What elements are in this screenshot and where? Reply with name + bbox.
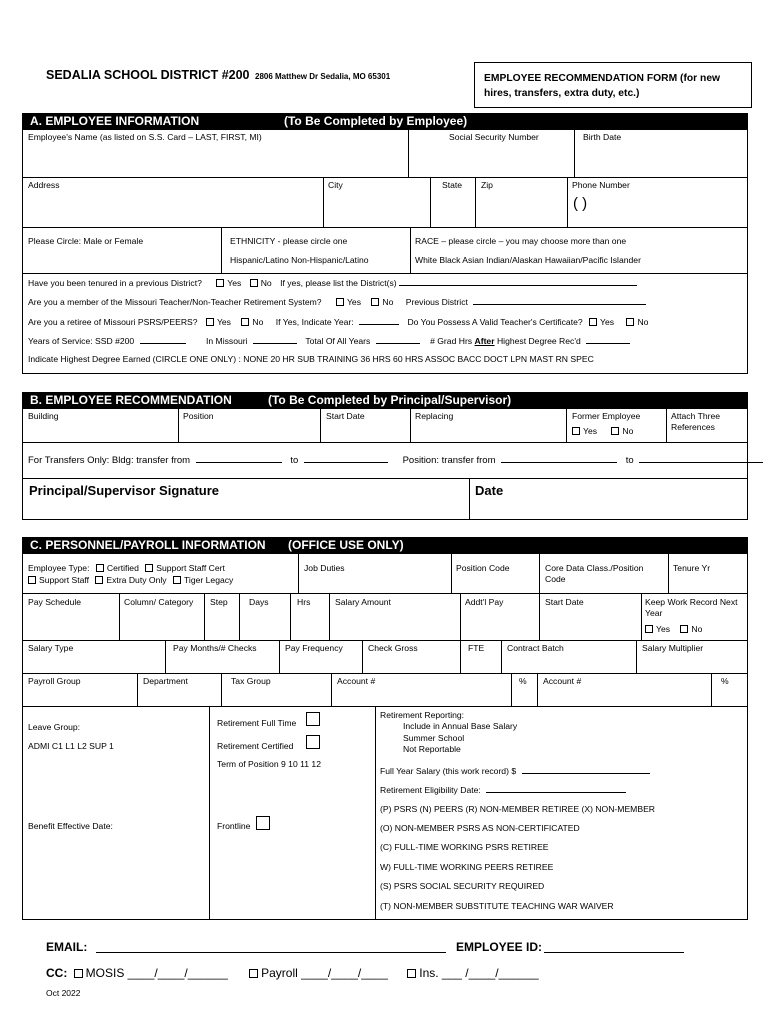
department-label: Department: [143, 676, 188, 686]
building-label: Building: [28, 411, 59, 421]
grad-hrs-label: # Grad Hrs After Highest Degree Rec'd: [430, 336, 581, 346]
bldg-to-label: to: [290, 455, 299, 466]
payroll-checkbox[interactable]: [249, 969, 258, 978]
retirement-member-row: [28, 296, 646, 308]
retirement-code-2: (O) NON-MEMBER PSRS AS NON-CERTIFICATED: [380, 823, 580, 833]
in-missouri-label: In Missouri: [206, 336, 248, 346]
ins-label: Ins. ___ /____/______: [419, 966, 539, 980]
certified-checkbox[interactable]: [96, 564, 104, 572]
service-label: Years of Service: SSD #200: [28, 336, 135, 346]
previous-district-label: Previous District: [405, 297, 468, 307]
ssn-label: Social Security Number: [449, 132, 539, 142]
certified-label: Certified: [106, 563, 139, 573]
total-years-field[interactable]: [376, 335, 420, 344]
race-label: RACE – please circle – you may choose more than one: [415, 236, 627, 246]
tenured-list-label: If yes, please list the District(s): [280, 278, 397, 288]
retirement-member-question: Are you a member of the Missouri Teacher/Non-Teacher Retirement System?: [28, 297, 322, 307]
ins-checkbox[interactable]: [407, 969, 416, 978]
retiree-yes-label: Yes: [216, 317, 231, 327]
retiree-yes-checkbox[interactable]: [206, 318, 214, 326]
cert-yes-label: Yes: [600, 317, 615, 327]
reporting-option-1: Include in Annual Base Salary: [403, 721, 518, 731]
check-gross-label: Check Gross: [368, 643, 418, 653]
employee-type-row-2: [24, 575, 233, 586]
position-to-label: to: [625, 455, 634, 466]
job-duties-label: Job Duties: [304, 563, 345, 573]
retiree-year-label: If Yes, Indicate Year:: [275, 317, 354, 327]
keep-yes-checkbox[interactable]: [645, 625, 653, 633]
keep-no-label: No: [691, 624, 703, 634]
salary-amount-label: Salary Amount: [335, 597, 391, 607]
tenured-question: Have you been tenured in a previous District?: [28, 278, 202, 288]
retirement-full-time-checkbox[interactable]: [306, 712, 320, 726]
position-label: Position: [183, 411, 214, 421]
retirement-code-3: (C) FULL-TIME WORKING PSRS RETIREE: [380, 842, 549, 852]
start-date-label: Start Date: [326, 411, 365, 421]
support-cert-label: Support Staff Cert: [156, 563, 225, 573]
section-b-box: [22, 409, 748, 520]
retirement-eligibility-row: [380, 784, 626, 796]
salary-type-label: Salary Type: [28, 643, 74, 653]
form-title-box: [474, 62, 752, 108]
retirement-code-6: (T) NON-MEMBER SUBSTITUTE TEACHING WAR WAIVER: [380, 901, 614, 911]
district-heading: [46, 68, 390, 82]
retiree-row: [28, 316, 648, 328]
account-1-label: Account #: [337, 676, 376, 686]
transfers-label: For Transfers Only: Bldg: transfer from: [28, 455, 191, 466]
attach-references-label: Attach Three References: [671, 411, 721, 432]
tiger-legacy-label: Tiger Legacy: [183, 575, 234, 585]
birth-date-label: Birth Date: [583, 132, 622, 142]
signature-date-label: Date: [475, 483, 504, 498]
salary-multiplier-label: Salary Multiplier: [642, 643, 704, 653]
contract-batch-label: Contract Batch: [507, 643, 564, 653]
percent-1-label: %: [519, 676, 527, 686]
support-staff-label: Support Staff: [39, 575, 90, 585]
cc-label: CC:: [46, 966, 68, 980]
member-no-label: No: [382, 297, 394, 307]
grad-hrs-field[interactable]: [586, 335, 630, 344]
employee-type-label: Employee Type:: [28, 563, 90, 573]
full-year-salary-row: [380, 765, 650, 777]
full-year-salary-label: Full Year Salary (this work record) $: [380, 766, 517, 776]
tenured-district-field[interactable]: [399, 277, 637, 286]
retirement-code-1: (P) PSRS (N) PEERS (R) NON-MEMBER RETIREE (X) NON-MEMBER: [380, 804, 656, 814]
certificate-question: Do You Possess A Valid Teacher's Certificate?: [407, 317, 583, 327]
start-date-label-c: Start Date: [545, 597, 584, 607]
retirement-code-4: W) FULL-TIME WORKING PEERS RETIREE: [380, 862, 554, 872]
former-yes-label: Yes: [583, 426, 598, 436]
tax-group-label: Tax Group: [231, 676, 271, 686]
pay-months-label: Pay Months/# Checks: [173, 643, 257, 653]
retiree-question: Are you a retiree of Missouri PSRS/PEERS?: [28, 317, 198, 327]
ssd-years-field[interactable]: [140, 335, 186, 344]
race-options: White Black Asian Indian/Alaskan Hawaiian/Pacific Islander: [415, 255, 641, 265]
account-2-label: Account #: [543, 676, 582, 686]
gender-circle-label: Please Circle: Male or Female: [28, 236, 144, 246]
section-a-box: [22, 130, 748, 374]
pay-frequency-label: Pay Frequency: [285, 643, 343, 653]
tenured-yes-label: Yes: [227, 278, 242, 288]
employee-id-label: EMPLOYEE ID:: [456, 940, 543, 954]
total-years-label: Total Of All Years: [305, 336, 371, 346]
retirement-eligibility-label: Retirement Eligibility Date:: [380, 785, 481, 795]
state-label: State: [442, 180, 463, 190]
bldg-to-field[interactable]: [304, 454, 388, 463]
city-label: City: [328, 180, 343, 190]
retiree-no-label: No: [252, 317, 264, 327]
previous-district-field[interactable]: [473, 296, 646, 305]
employee-type-row-1: [28, 563, 225, 574]
service-row: [28, 335, 630, 347]
retirement-certified-checkbox[interactable]: [306, 735, 320, 749]
leave-group-options: ADMI C1 L1 L2 SUP 1: [28, 741, 114, 751]
section-a-title: A. EMPLOYEE INFORMATION: [30, 114, 200, 128]
transfers-row: [28, 454, 763, 466]
highest-degree-row: Indicate Highest Degree Earned (CIRCLE ONE ONLY) : NONE 20 HR SUB TRAINING 36 HRS 60 HRS ASSOC BACC DOCT LPN MAST RN SPEC: [28, 354, 594, 364]
extra-duty-checkbox[interactable]: [95, 576, 103, 584]
email-label: EMAIL:: [46, 940, 88, 954]
tenured-yes-checkbox[interactable]: [216, 279, 224, 287]
section-c-box: [22, 554, 748, 920]
cert-no-checkbox[interactable]: [626, 318, 634, 326]
cert-yes-checkbox[interactable]: [589, 318, 597, 326]
retirement-certified-label: Retirement Certified: [217, 741, 294, 751]
former-employee-options: [568, 426, 633, 437]
address-label: Address: [28, 180, 60, 190]
position-code-label: Position Code: [456, 563, 510, 573]
tenured-no-label: No: [260, 278, 272, 288]
former-employee-label: Former Employee: [572, 411, 641, 421]
section-b-header: [22, 392, 748, 409]
retirement-eligibility-field[interactable]: [486, 784, 626, 793]
payroll-group-label: Payroll Group: [28, 676, 81, 686]
retirement-reporting-label: Retirement Reporting:: [380, 710, 465, 720]
keep-no-checkbox[interactable]: [680, 625, 688, 633]
core-data-label: Core Data Class./Position Code: [545, 563, 644, 584]
percent-2-label: %: [721, 676, 729, 686]
tenured-row: [28, 277, 637, 289]
keep-work-options: [641, 624, 702, 635]
frontline-checkbox[interactable]: [256, 816, 270, 830]
extra-duty-label: Extra Duty Only: [106, 575, 167, 585]
ethnicity-options: Hispanic/Latino Non-Hispanic/Latino: [230, 255, 369, 265]
supervisor-signature-label: Principal/Supervisor Signature: [29, 483, 219, 498]
section-b-title: B. EMPLOYEE RECOMMENDATION: [30, 393, 232, 407]
retiree-year-field[interactable]: [359, 316, 399, 325]
former-no-checkbox[interactable]: [611, 427, 619, 435]
payroll-label: Payroll ____/____/____: [261, 966, 388, 980]
hrs-label: Hrs: [297, 597, 311, 607]
retirement-code-5: (S) PSRS SOCIAL SECURITY REQUIRED: [380, 881, 545, 891]
tiger-legacy-checkbox[interactable]: [173, 576, 181, 584]
member-yes-label: Yes: [346, 297, 362, 307]
cc-row: [46, 966, 539, 980]
pay-schedule-label: Pay Schedule: [28, 597, 82, 607]
retirement-full-time-label: Retirement Full Time: [217, 718, 297, 728]
mosis-label: MOSIS ____/____/______: [85, 966, 228, 980]
section-a-subtitle: (To Be Completed by Employee): [284, 114, 468, 128]
position-transfer-label: Position: transfer from: [402, 455, 496, 466]
frontline-label: Frontline: [217, 821, 251, 831]
replacing-label: Replacing: [415, 411, 454, 421]
form-title: EMPLOYEE RECOMMENDATION FORM (for new hires, transfers, extra duty, etc.): [484, 73, 721, 99]
phone-parentheses: ( ): [573, 195, 588, 212]
fte-label: FTE: [468, 643, 485, 653]
step-label: Step: [210, 597, 228, 607]
position-to-field[interactable]: [639, 454, 763, 463]
former-yes-checkbox[interactable]: [572, 427, 580, 435]
section-c-subtitle: (OFFICE USE ONLY): [288, 538, 404, 552]
district-address: 2806 Matthew Dr Sedalia, MO 65301: [255, 72, 391, 81]
mosis-checkbox[interactable]: [74, 969, 83, 978]
revision-date: Oct 2022: [46, 988, 81, 998]
missouri-years-field[interactable]: [253, 335, 297, 344]
section-c-title: C. PERSONNEL/PAYROLL INFORMATION: [30, 538, 266, 552]
benefit-effective-date-label: Benefit Effective Date:: [28, 821, 113, 831]
section-c-header: [22, 537, 748, 554]
member-yes-checkbox[interactable]: [336, 298, 344, 306]
leave-group-label: Leave Group:: [28, 722, 81, 732]
keep-work-record-label: Keep Work Record Next Year: [645, 597, 738, 618]
support-cert-checkbox[interactable]: [145, 564, 153, 572]
bldg-from-field[interactable]: [196, 454, 282, 463]
term-of-position-label: Term of Position 9 10 11 12: [217, 759, 321, 769]
support-staff-checkbox[interactable]: [28, 576, 36, 584]
days-label: Days: [249, 597, 269, 607]
phone-label: Phone Number: [572, 180, 630, 190]
tenured-no-checkbox[interactable]: [250, 279, 258, 287]
full-year-salary-field[interactable]: [522, 765, 650, 774]
tenure-yr-label: Tenure Yr: [673, 563, 711, 573]
addtl-pay-label: Addt'l Pay: [465, 597, 504, 607]
reporting-option-2: Summer School: [403, 733, 465, 743]
ethnicity-label: ETHNICITY - please circle one: [230, 236, 348, 246]
retiree-no-checkbox[interactable]: [241, 318, 249, 326]
position-from-field[interactable]: [501, 454, 617, 463]
former-no-label: No: [622, 426, 634, 436]
section-b-subtitle: (To Be Completed by Principal/Supervisor): [268, 393, 512, 407]
employee-name-label: Employee's Name (as listed on S.S. Card – LAST, FIRST, MI): [28, 132, 262, 142]
district-name: SEDALIA SCHOOL DISTRICT #200: [46, 68, 250, 82]
reporting-option-3: Not Reportable: [403, 744, 461, 754]
member-no-checkbox[interactable]: [371, 298, 379, 306]
section-a-header: [22, 113, 748, 130]
zip-label: Zip: [481, 180, 493, 190]
keep-yes-label: Yes: [656, 624, 671, 634]
cert-no-label: No: [637, 317, 649, 327]
email-field[interactable]: [96, 943, 446, 953]
employee-id-field[interactable]: [544, 943, 684, 953]
column-category-label: Column/ Category: [124, 597, 194, 607]
